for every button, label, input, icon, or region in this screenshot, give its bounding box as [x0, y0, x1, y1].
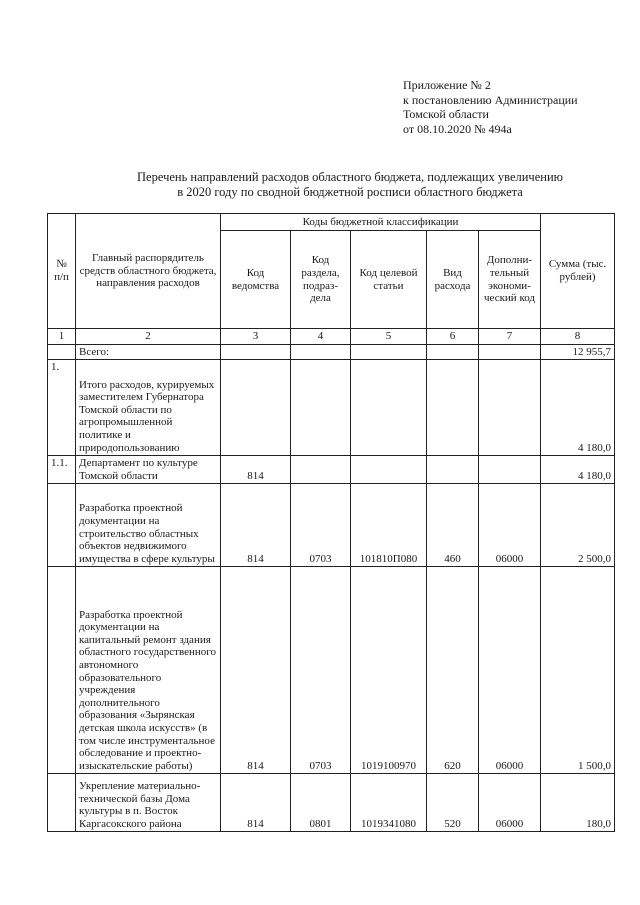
row-extra: 06000	[479, 774, 541, 832]
row-num: 1.1.	[48, 456, 76, 484]
row-dept: 814	[221, 567, 291, 774]
table-row	[48, 774, 615, 832]
row-target: 101810П080	[351, 484, 427, 567]
row-target	[351, 456, 427, 484]
column-number: 5	[351, 329, 427, 345]
header-extra: Дополни-тельный экономи-ческий код	[479, 231, 541, 329]
column-number: 2	[76, 329, 221, 345]
budget-table	[47, 213, 615, 832]
total-sum: 12 955,7	[541, 344, 615, 360]
row-section: 0703	[291, 484, 351, 567]
row-extra: 06000	[479, 484, 541, 567]
column-numbers-row	[48, 329, 615, 345]
row-type: 520	[427, 774, 479, 832]
header-type: Вид расхода	[427, 231, 479, 329]
row-sum: 4 180,0	[541, 456, 615, 484]
row-dept	[221, 360, 291, 456]
table-row	[48, 360, 615, 456]
total-label: Всего:	[76, 344, 221, 360]
row-target: 1019341080	[351, 774, 427, 832]
table-row	[48, 567, 615, 774]
appendix-note	[403, 78, 578, 136]
column-number: 3	[221, 329, 291, 345]
row-type: 460	[427, 484, 479, 567]
row-extra	[479, 456, 541, 484]
row-name: Разработка проектной документации на строительство областных объектов недвижимого имущества в сфере культуры	[76, 484, 221, 567]
row-name: Департамент по культуре Томской области	[76, 456, 221, 484]
column-number: 8	[541, 329, 615, 345]
column-number: 4	[291, 329, 351, 345]
row-num: 1.	[48, 360, 76, 456]
row-name: Итого расходов, курируемых заместителем Губернатора Томской области по агропромышленной политике и природопользованию	[76, 360, 221, 456]
header-section: Код раздела, подраз-дела	[291, 231, 351, 329]
row-type: 620	[427, 567, 479, 774]
header-row	[48, 214, 615, 231]
row-section: 0703	[291, 567, 351, 774]
total-row	[48, 344, 615, 360]
row-type	[427, 456, 479, 484]
row-sum: 180,0	[541, 774, 615, 832]
table-row	[48, 484, 615, 567]
row-section: 0801	[291, 774, 351, 832]
row-num	[48, 484, 76, 567]
row-sum: 1 500,0	[541, 567, 615, 774]
header-admin: Главный распорядитель средств областного бюджета, направления расходов	[76, 214, 221, 329]
row-dept: 814	[221, 774, 291, 832]
row-section	[291, 360, 351, 456]
row-name: Разработка проектной документации на капитальный ремонт здания областного государственного автономного образовательного учреждения дополнительного образования «Зырянская детская школа искусств» (в том числе инструментальное обследование и проектно-изыскательские работы)	[76, 567, 221, 774]
table-row	[48, 456, 615, 484]
row-dept: 814	[221, 484, 291, 567]
row-dept: 814	[221, 456, 291, 484]
row-sum: 2 500,0	[541, 484, 615, 567]
appendix-line: от 08.10.2020 № 494а	[403, 121, 512, 136]
row-target	[351, 360, 427, 456]
appendix-line: Приложение № 2	[403, 78, 491, 92]
column-number: 7	[479, 329, 541, 345]
column-number: 6	[427, 329, 479, 345]
header-dept: Код ведомства	[221, 231, 291, 329]
column-number: 1	[48, 329, 76, 345]
title-line: Перечень направлений расходов областного бюджета, подлежащих увеличению	[137, 170, 563, 184]
row-name: Укрепление материально-технической базы Дома культуры в п. Восток Каргасокского района	[76, 774, 221, 832]
row-section	[291, 456, 351, 484]
header-codes-group: Коды бюджетной классификации	[221, 214, 541, 231]
row-sum: 4 180,0	[541, 360, 615, 456]
document-title	[60, 170, 640, 200]
header-sum: Сумма (тыс. рублей)	[541, 214, 615, 329]
row-target: 1019100970	[351, 567, 427, 774]
header-target: Код целевой статьи	[351, 231, 427, 329]
row-type	[427, 360, 479, 456]
row-extra	[479, 360, 541, 456]
row-extra: 06000	[479, 567, 541, 774]
row-num	[48, 774, 76, 832]
header-num: № п/п	[48, 214, 76, 329]
appendix-line: к постановлению Администрации	[403, 92, 578, 107]
row-num	[48, 567, 76, 774]
appendix-line: Томской области	[403, 107, 489, 121]
title-line: в 2020 году по сводной бюджетной росписи областного бюджета	[177, 185, 523, 199]
